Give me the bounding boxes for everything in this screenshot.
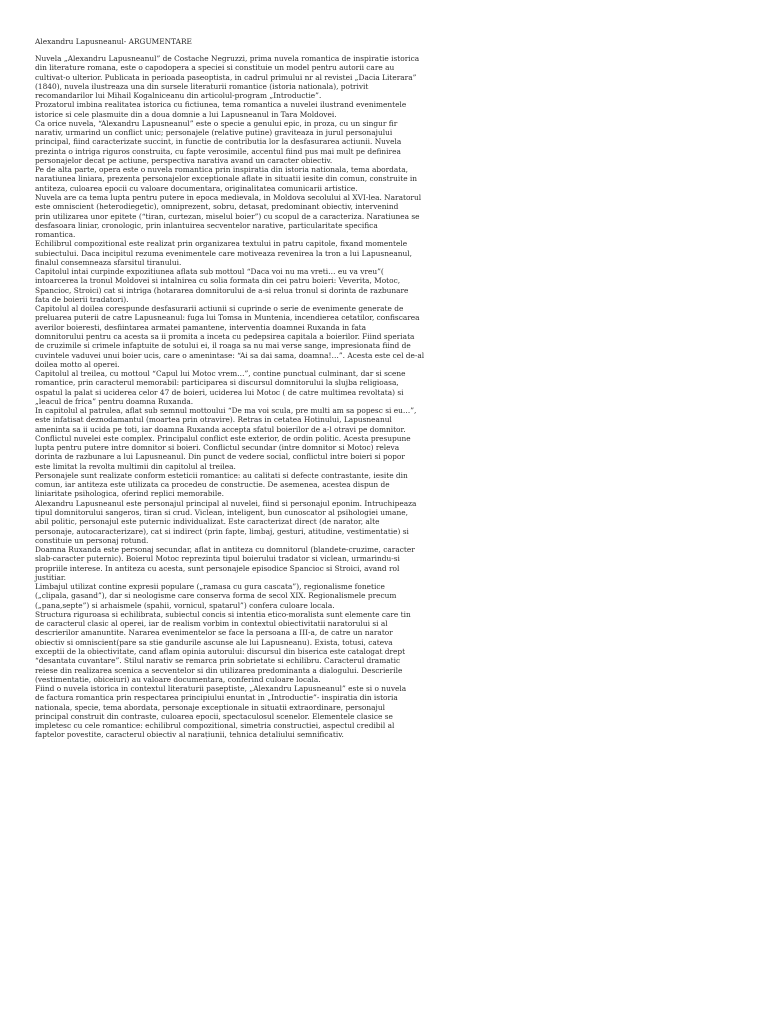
text-line: prezinta o intriga riguros construita, cu fapte verosimile, accentul fiind pus mai mult pe definirea — [35, 146, 401, 156]
text-line: justitiar. — [35, 572, 66, 582]
text-line: Prozatorul imbina realitatea istorica cu fictiunea, tema romantica a nuvelei ilustrand evenimentele — [35, 100, 407, 110]
text-line: istorice si cele plasmuite din a doua domnie a lui Lapusneanul in Tara Moldovei. — [35, 109, 337, 119]
text-line: propriile interese. In antiteza cu acesta, sunt personajele episodice Spancioc si Stroici, avand rol — [35, 563, 400, 573]
text-line: liniaritate psihologica, oferind replici memorabile. — [35, 489, 224, 499]
text-line: cultivat-o ulterior. Publicata in perioada paseoptista, in cadrul primului nr al revistei „Dacia Literara” — [35, 72, 417, 82]
text-line: ospatul la palat si uciderea celor 47 de boieri, uciderea lui Motoc ( de catre multimea revoltata) si — [35, 387, 404, 397]
text-line: Conflictul nuvelei este complex. Principalul conflict este exterior, de ordin politic. Acesta presupune — [35, 433, 411, 443]
text-line: antiteza, culoarea epocii cu valoare documentara, originalitatea comunicarii artistice. — [35, 183, 358, 193]
text-line: principal construit din contraste, culoarea epocii, spectaculosul scenelor. Elementele clasice se — [35, 711, 393, 721]
text-line: dorinta de razbunare a lui Lapusneanul. Din punct de vedere social, conflictul intre boieri si popor — [35, 452, 405, 462]
text-line: Echilibrul compozitional este realizat prin organizarea textului in patru capitole, fixand momentele — [35, 239, 408, 249]
text-line: Spancioc, Stroici) cat si intriga (hotararea domnitorului de a-si relua tronul si dorinta de razbunare — [35, 285, 409, 295]
text-line: este limitat la revolta multimii din capitolul al treilea. — [35, 461, 236, 471]
text-line: Alexandru Lapusneanul este personajul principal al nuvelei, fiind si personajul eponim. Intruchipeaza — [35, 498, 417, 508]
text-line: Limbajul utilizat contine expresii populare („ramasa cu gura cascata”), regionalisme fonetice — [35, 582, 385, 592]
text-line: nationala, specie, tema abordata, personaje exceptionale in situatii extraordinare, personajul — [35, 702, 385, 712]
text-line: Nuvela are ca tema lupta pentru putere in epoca medievala, in Moldova secolului al XVI-lea. Naratorul — [35, 192, 422, 202]
text-line: comun, iar antiteza este utilizata ca procedeu de constructie. De asemenea, acestea dispun de — [35, 480, 390, 490]
text-line: abil politic, personajul este puternic individualizat. Este caracterizat direct (de narator, alte — [35, 517, 380, 527]
text-line: Capitolul al doilea corespunde desfasurarii actiunii si cuprinde o serie de evenimente generate de — [35, 304, 404, 314]
text-line: Ca orice nuvela, “Alexandru Lapusneanul” este o specie a genului epic, in proza, cu un singur fir — [35, 118, 398, 128]
text-line: slab-caracter puternic). Boierul Motoc reprezinta tipul boierului tradator si viclean, urmarindu-si — [35, 554, 400, 564]
text-line: (1840), nuvela ilustreaza una din sursele literaturii romantice (istoria nationala), potrivit — [35, 81, 369, 91]
text-line: doilea motto al operei. — [35, 359, 120, 369]
text-line: „leacul de frica” pentru doamna Ruxanda. — [35, 396, 194, 406]
text-line: naratiunea liniara, prezenta personajelor exceptionale aflate in situatii iesite din comun, construite in — [35, 174, 418, 184]
document-title: Alexandru Lapusneanul- ARGUMENTARE — [35, 37, 192, 46]
text-line: romantica. — [35, 230, 76, 240]
text-line: recomandarilor lui Mihail Kogalniceanu din articolul-program „Introductie”. — [35, 91, 322, 101]
text-line: (vestimentatie, obiceiuri) au valoare documentara, conferind culoare locala. — [35, 674, 321, 684]
text-line: intoarcerea la tronul Moldovei si intalnirea cu solia formata din cei patru boieri: Veverita, Motoc, — [35, 276, 401, 286]
text-line: finalul consemneaza sfarsitul tiranului. — [35, 257, 182, 267]
text-line: Nuvela „Alexandru Lapusneanul” de Costache Negruzzi, prima nuvela romantica de inspiratie istorica — [35, 54, 420, 63]
text-line: personaje, autocaracterizare), cat si indirect (prin fapte, limbaj, gesturi, atitudine, vestimentatie) si — [35, 526, 409, 536]
text-line: de factura romantica prin respectarea principiului enuntat in „Introductie”- inspiratia din istoria — [35, 693, 398, 703]
text-line: de caracterul clasic al operei, iar de realism vorbim in contextul obiectivitatii naratorului si al — [35, 619, 388, 629]
text-line: faptelor povestite, caracterul obiectiv al narațiunii, tehnica detaliului semnificativ. — [35, 730, 344, 740]
text-line: fata de boierii tradatori). — [35, 294, 129, 304]
text-line: este omniscient (heterodiegetic), omniprezent, sobru, detasat, predominant obiectiv, intervenind — [35, 202, 399, 212]
text-line: personajelor decat pe actiune, perspectiva narativa avand un caracter obiectiv. — [35, 155, 333, 165]
text-line: “desantata cuvantare”. Stilul narativ se remarca prin sobrietate si echilibru. Caracterul dramatic — [35, 656, 401, 666]
text-line: romantice, prin caracterul memorabil: participarea si discursul domnitorului la slujba religioasa, — [35, 378, 399, 388]
text-line: prin utilizarea unor epitete (“tiran, curtezan, miselul boier”) cu scopul de a caracteriza. Naratiunea se — [35, 211, 420, 221]
text-line: In capitolul al patrulea, aflat sub semnul mottoului “De ma voi scula, pre multi am sa popesc si eu…”, — [35, 406, 417, 416]
text-line: Capitolul al treilea, cu mottoul “Capul lui Motoc vrem…”, contine punctual culminant, dar si scene — [35, 369, 406, 379]
text-line: Pe de alta parte, opera este o nuvela romantica prin inspiratia din istoria nationala, tema abordata, — [35, 165, 408, 175]
text-line: reiese din realizarea scenica a secventelor si din utilizarea predominanta a dialogului. Descrierile — [35, 665, 403, 675]
document-body — [35, 54, 735, 740]
text-line: tipul domnitorului sangeros, tiran si crud. Viclean, inteligent, bun cunoscator al psihologiei umane, — [35, 508, 408, 518]
text-line: de cruzimile si crimele infaptuite de sotului ei, il roaga sa nu mai verse sange, impresionata fiind de — [35, 341, 411, 351]
text-line: narativ, urmarind un conflict unic; personajele (relative putine) graviteaza in jurul personajului — [35, 128, 393, 138]
text-line: descrierilor amanuntite. Nararea evenimentelor se face la persoana a III-a, de catre un narator — [35, 628, 393, 638]
text-line: impletesc cu cele romantice: echilibrul compozitional, simetria constructiei, aspectul credibil al — [35, 721, 395, 731]
text-line: cuvintele vaduvei unui boier ucis, care o amenintase: “Ai sa dai sama, doamna!…”. Acesta este cel de-al — [35, 350, 425, 360]
text-line: obiectiv si omniscient(pare sa stie gandurile ascunse ale lui Lapusneanu). Exista, totusi, cateva — [35, 637, 393, 647]
text-line: principal, fiind caracterizate succint, in functie de contributia lor la desfasurarea actiunii. Nuvela — [35, 137, 402, 147]
text-line: subiectului. Daca incipitul rezuma evenimentele care motiveaza revenirea la tron a lui Lapusneanul, — [35, 248, 412, 258]
text-line: exceptii de la obiectivitate, cand aflam opinia autorului: discursul din biserica este catalogat drept — [35, 647, 406, 656]
text-line: preluarea puterii de catre Lapusneanul: fuga lui Tomsa in Muntenia, incendierea cetatilor, confiscarea — [35, 313, 420, 323]
text-line: lupta pentru putere intre domnitor si boieri. Conflictul secundar (intre domnitor si Motoc) releva — [35, 443, 400, 453]
text-line: averilor boieresti, desfiintarea armatei pamantene, interventia doamnei Ruxanda in fata — [35, 322, 367, 332]
text-line: constituie un personaj rotund. — [35, 535, 149, 545]
text-line: Structura riguroasa si echilibrata, subiectul concis si intentia etico-moralista sunt elemente care tin — [35, 609, 411, 619]
text-line: („clipala, gasand”), dar si neologisme care conserva forma de secol XIX. Regionalismele precum — [35, 591, 397, 601]
text-line: din literature romana, este o capodopera a speciei si constituie un model pentru autorii care au — [35, 63, 395, 73]
text-line: desfasoara liniar, cronologic, prin inlantuirea secventelor narative, particularitate specifica — [35, 220, 378, 230]
text-line: Fiind o nuvela istorica in contextul literaturii paseptiste, „Alexandru Lapusneanul” este si o nuvela — [35, 684, 407, 694]
text-line: Doamna Ruxanda este personaj secundar, aflat in antiteza cu domnitorul (blandete-cruzime, caracter — [35, 545, 415, 555]
text-line: ameninta sa ii ucida pe toti, iar doamna Ruxanda accepta sfatul boierilor de a-l otravi pe domnitor. — [35, 424, 406, 434]
text-line: („pana,septe”) si arhaismele (spahii, vornicul, spatarul”) confera culoare locala. — [35, 600, 335, 610]
text-line: domnitorului pentru ca acesta sa ii promita a inceta cu pedepsirea capitala a boierilor. Fiind speriata — [35, 331, 415, 341]
text-line: Personajele sunt realizate conform esteticii romantice: au calitati si defecte contrastante, iesite din — [35, 470, 408, 480]
text-line: este infatisat deznodamantul (moartea prin otravire). Retras in cetatea Hotinului, Lapusneanul — [35, 415, 392, 425]
text-line: Capitolul intai curpinde expozitiunea aflata sub mottoul “Daca voi nu ma vreti… eu va vreu”( — [35, 267, 384, 277]
